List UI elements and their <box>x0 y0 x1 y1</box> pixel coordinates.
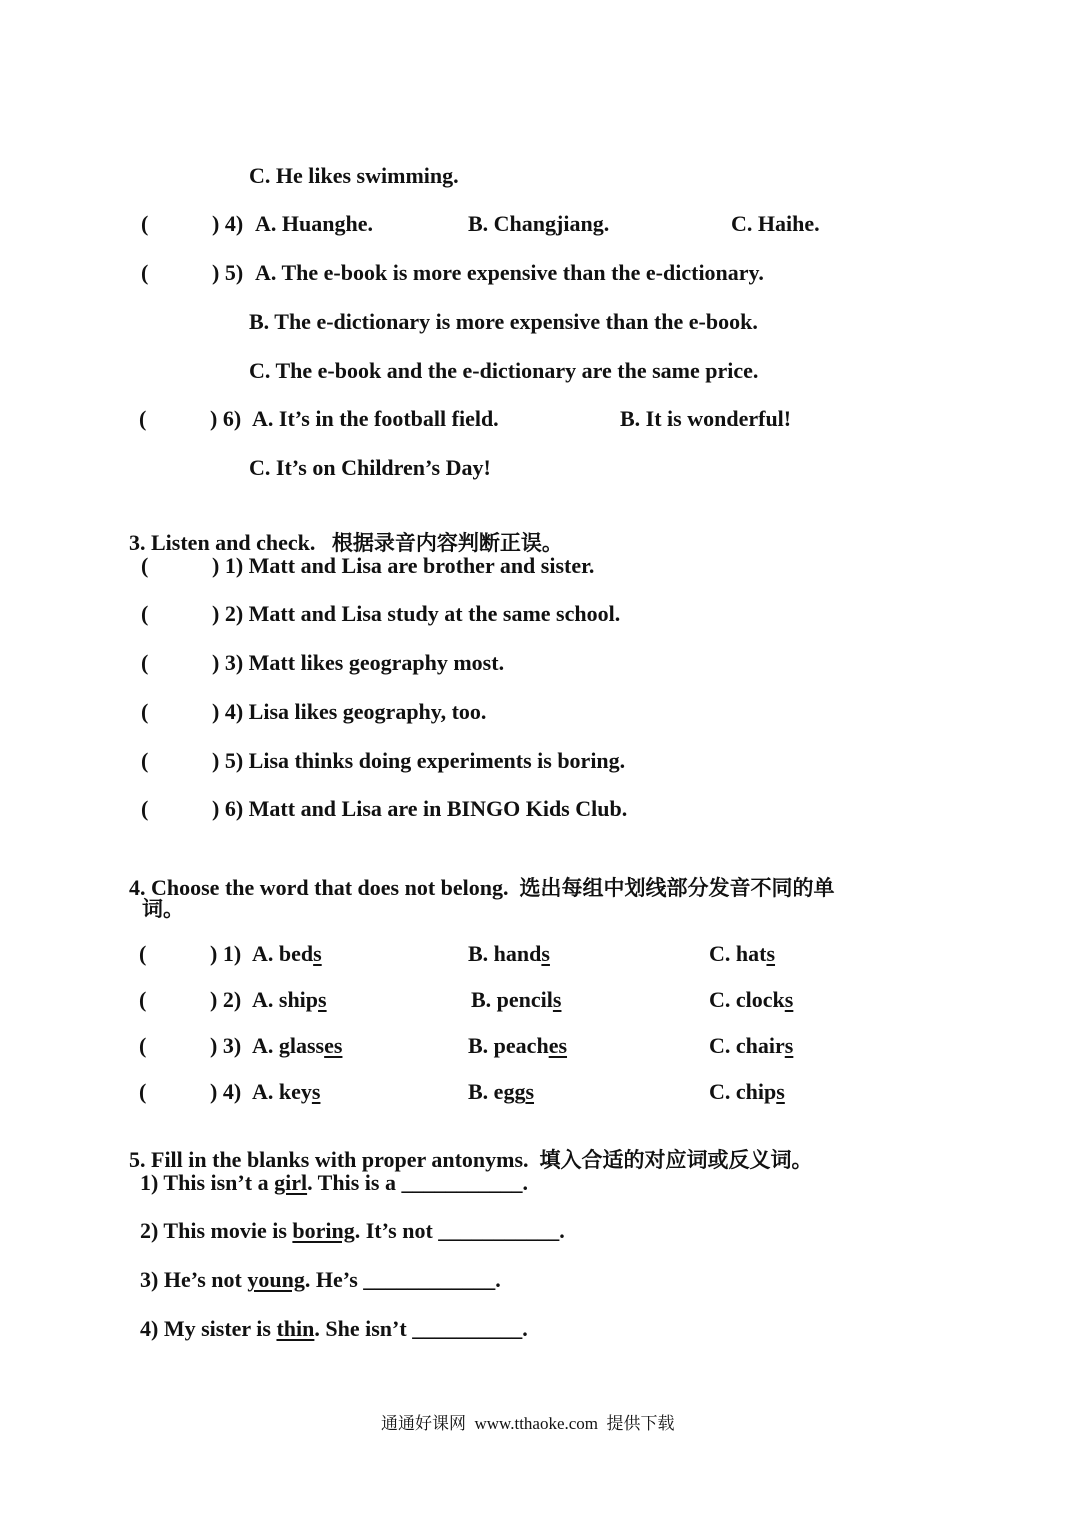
answer-paren: ( <box>141 553 149 578</box>
q3-option-c: C. He likes swimming. <box>249 163 459 188</box>
option-b: B. hands <box>468 941 550 966</box>
antonym-item: 2) This movie is boring. It’s not ___________. <box>140 1218 565 1243</box>
q4-option-b: B. Changjiang. <box>468 211 610 236</box>
footer-site-name: 通通好课网 <box>381 1414 466 1434</box>
option-a: A. keys <box>252 1079 321 1104</box>
q6-option-c: C. It’s on Children’s Day! <box>249 455 491 480</box>
answer-paren: ( <box>139 1079 147 1104</box>
listen-item: ) 4) Lisa likes geography, too. <box>212 699 487 724</box>
antonym-item: 1) This isn’t a girl. This is a ___________. <box>140 1170 528 1195</box>
answer-paren: ( <box>141 796 149 821</box>
answer-paren: ( <box>139 406 147 431</box>
answer-paren: ( <box>141 211 149 236</box>
row-number: ) 2) <box>210 987 242 1012</box>
answer-paren: ( <box>141 699 149 724</box>
q5-option-a: A. The e-book is more expensive than the e-dictionary. <box>255 260 764 285</box>
section-4-title <box>118 849 835 901</box>
row-number: ) 4) <box>210 1079 242 1104</box>
antonym-item: 4) My sister is thin. She isn’t __________. <box>140 1316 528 1341</box>
listen-item: ) 5) Lisa thinks doing experiments is boring. <box>212 748 626 773</box>
q4-option-a: A. Huanghe. <box>255 211 373 236</box>
q6-option-a: A. It’s in the football field. <box>252 406 499 431</box>
answer-paren: ( <box>141 650 149 675</box>
antonym-item: 3) He’s not young. He’s ____________. <box>140 1267 501 1292</box>
option-c: C. clocks <box>709 987 794 1012</box>
option-c: C. chips <box>709 1079 785 1104</box>
q4-number: ) 4) <box>212 211 244 236</box>
footer-download: 提供下载 <box>606 1414 675 1434</box>
option-c: C. chairs <box>709 1033 794 1058</box>
q5-option-c: C. The e-book and the e-dictionary are the same price. <box>249 358 759 383</box>
option-b: B. peaches <box>468 1033 568 1058</box>
q5-option-b: B. The e-dictionary is more expensive than the e-book. <box>249 309 758 334</box>
row-number: ) 3) <box>210 1033 242 1058</box>
page-footer <box>381 1409 675 1434</box>
section-5-title-en: 5. Fill in the blanks with proper antonyms. <box>129 1147 529 1172</box>
answer-paren: ( <box>139 941 147 966</box>
answer-paren: ( <box>141 260 149 285</box>
q6-option-b: B. It is wonderful! <box>620 406 792 431</box>
option-a: A. ships <box>252 987 327 1012</box>
section-4-title-cn: 选出每组中划线部分发音不同的单 <box>519 876 835 900</box>
option-b: B. pencils <box>471 987 562 1012</box>
listen-item: ) 2) Matt and Lisa study at the same school. <box>212 601 621 626</box>
row-number: ) 1) <box>210 941 242 966</box>
q4-option-c: C. Haihe. <box>731 211 820 236</box>
option-a: A. glasses <box>252 1033 343 1058</box>
answer-paren: ( <box>139 1033 147 1058</box>
section-3-title <box>118 504 563 556</box>
answer-paren: ( <box>141 601 149 626</box>
footer-url: www.tthaoke.com <box>474 1414 599 1433</box>
listen-item: ) 3) Matt likes geography most. <box>212 650 505 675</box>
section-3-title-cn: 根据录音内容判断正误。 <box>331 531 563 555</box>
section-4-title-en: 4. Choose the word that does not belong. <box>129 875 509 900</box>
answer-paren: ( <box>141 748 149 773</box>
section-5-title-cn: 填入合适的对应词或反义词。 <box>539 1148 813 1172</box>
answer-paren: ( <box>139 987 147 1012</box>
q5-number: ) 5) <box>212 260 244 285</box>
section-3-title-en: 3. Listen and check. <box>129 530 316 555</box>
listen-item: ) 1) Matt and Lisa are brother and sister. <box>212 553 595 578</box>
section-5-title <box>118 1121 813 1173</box>
option-b: B. eggs <box>468 1079 535 1104</box>
option-c: C. hats <box>709 941 776 966</box>
section-4-title-cn-cont: 词。 <box>142 897 184 921</box>
q6-number: ) 6) <box>210 406 242 431</box>
option-a: A. beds <box>252 941 322 966</box>
listen-item: ) 6) Matt and Lisa are in BINGO Kids Club. <box>212 796 628 821</box>
